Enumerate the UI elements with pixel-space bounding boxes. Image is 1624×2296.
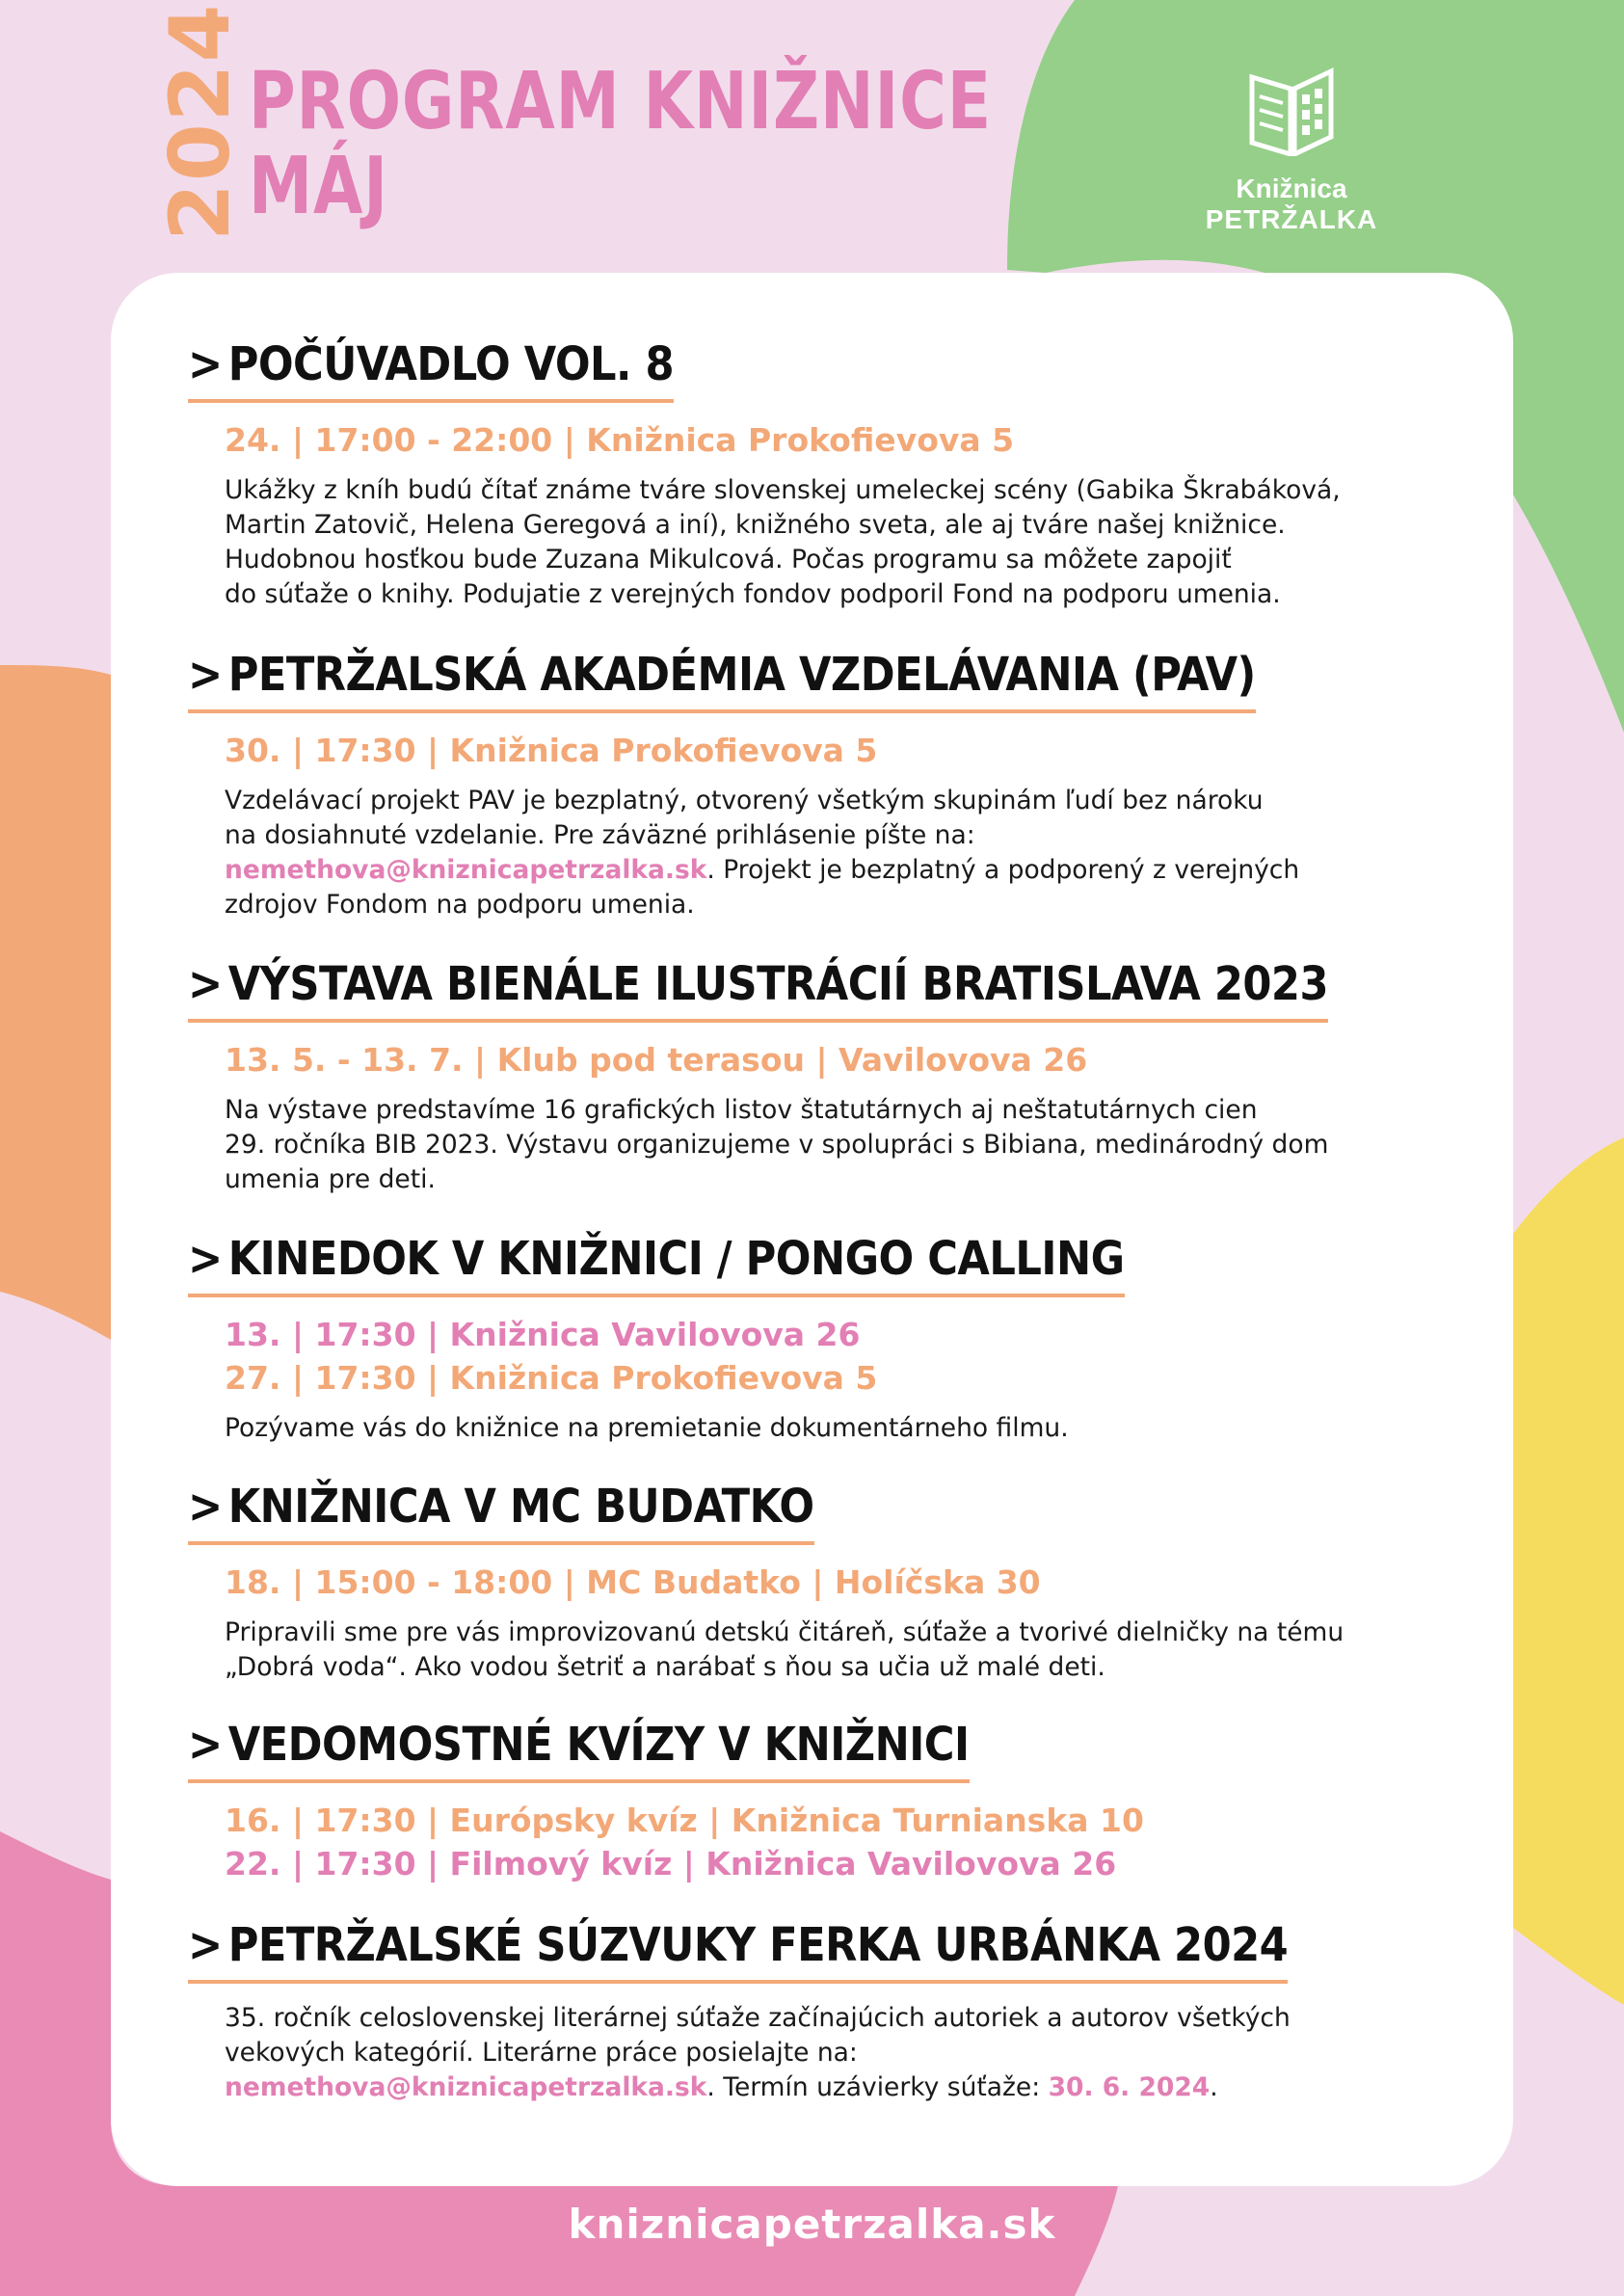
description-line: Na výstave predstavíme 16 grafických listov štatutárnych aj neštatutárnych cien — [225, 1095, 1258, 1125]
event-meta: 24. | 17:00 - 22:00 | Knižnica Prokofievova 5 — [225, 421, 1015, 459]
event-meta: 13. 5. - 13. 7. | Klub pod terasou | Vavilovova 26 — [225, 1041, 1088, 1079]
chevron-right-icon: > — [188, 1718, 223, 1772]
description-line: umenia pre deti. — [225, 1164, 436, 1194]
description-line: Ukážky z kníh budú čítať známe tváre slovenskej umeleckej scény (Gabika Škrabáková, — [225, 475, 1341, 505]
event-title-text: PETRŽALSKÉ SÚZVUKY FERKA URBÁNKA 2024 — [227, 1918, 1289, 1972]
event-meta: 13. | 17:30 | Knižnica Vavilovova 26 — [225, 1316, 861, 1353]
event-description — [225, 1093, 1460, 1197]
description-line: do súťaže o knihy. Podujatie z verejných fondov podporil Fond na podporu umenia. — [225, 579, 1281, 609]
chevron-right-icon: > — [188, 648, 223, 702]
email-link[interactable]: nemethova@kniznicapetrzalka.sk — [225, 2072, 707, 2102]
event-pav — [188, 648, 1460, 922]
description-line: Vzdelávací projekt PAV je bezplatný, otvorený všetkým skupinám ľudí bez nároku — [225, 786, 1264, 815]
description-line: Martin Zatovič, Helena Geregová a iní), knižného sveta, ale aj tváre našej knižnice. — [225, 510, 1286, 540]
event-description — [225, 473, 1460, 612]
title-line-2: MÁJ — [249, 141, 388, 232]
description-line: Pripravili sme pre vás improvizovanú detskú čitáreň, súťaže a tvorivé dielničky na tému — [225, 1617, 1344, 1647]
event-title — [188, 1918, 1288, 1984]
event-description — [225, 1411, 1460, 1446]
event-title — [188, 337, 674, 403]
page-title — [249, 56, 993, 232]
event-meta: 16. | 17:30 | Európsky kvíz | Knižnica Turnianska 10 — [225, 1802, 1144, 1839]
event-title-text: VEDOMOSTNÉ KVÍZY V KNIŽNICI — [227, 1718, 970, 1772]
description-line: 29. ročníka BIB 2023. Výstavu organizujeme v spolupráci s Bibiana, medinárodný dom — [225, 1130, 1329, 1160]
website-link[interactable]: kniznicapetrzalka.sk — [568, 2201, 1056, 2248]
event-description — [225, 2001, 1460, 2105]
description-line: Pozývame vás do knižnice na premietanie dokumentárneho filmu. — [225, 1413, 1069, 1443]
description-line: vekových kategórií. Literárne práce posielajte na: — [225, 2038, 858, 2068]
description-line: 35. ročník celoslovenskej literárnej súťaže začínajúcich autoriek a autorov všetkých — [225, 2003, 1291, 2033]
event-meta: 18. | 15:00 - 18:00 | MC Budatko | Holíčska 30 — [225, 1563, 1041, 1601]
description-text: . — [1210, 2072, 1218, 2102]
logo-line-1: Knižnica — [1236, 174, 1347, 203]
event-bib — [188, 957, 1460, 1197]
event-title — [188, 648, 1256, 713]
event-title — [188, 1232, 1125, 1297]
chevron-right-icon: > — [188, 1480, 223, 1534]
event-kvizy — [188, 1718, 1460, 1885]
description-line — [225, 853, 1460, 888]
event-title-text: KNIŽNICA V MC BUDATKO — [227, 1480, 814, 1534]
event-meta: 30. | 17:30 | Knižnica Prokofievova 5 — [225, 732, 878, 769]
event-meta: 27. | 17:30 | Knižnica Prokofievova 5 — [225, 1359, 878, 1397]
description-line — [225, 2070, 1460, 2105]
chevron-right-icon: > — [188, 1918, 223, 1972]
event-description — [225, 1615, 1460, 1685]
logo-line-2: PETRŽALKA — [1205, 204, 1378, 234]
title-line-1: PROGRAM KNIŽNICE — [249, 56, 993, 147]
event-title-text: VÝSTAVA BIENÁLE ILUSTRÁCIÍ BRATISLAVA 2023 — [227, 957, 1328, 1011]
event-title — [188, 1480, 814, 1545]
chevron-right-icon: > — [188, 337, 223, 391]
description-text: . Termín uzávierky súťaže: — [706, 2072, 1049, 2102]
event-title — [188, 1718, 970, 1783]
event-title-text: PETRŽALSKÁ AKADÉMIA VZDELÁVANIA (PAV) — [227, 648, 1256, 702]
email-link[interactable]: nemethova@kniznicapetrzalka.sk — [225, 855, 707, 885]
description-line: „Dobrá voda“. Ako vodou šetriť a narábať s ňou sa učia už malé deti. — [225, 1652, 1105, 1682]
event-title-text: POČÚVADLO VOL. 8 — [227, 337, 675, 391]
event-meta: 22. | 17:30 | Filmový kvíz | Knižnica Vavilovova 26 — [225, 1845, 1117, 1882]
deadline-date: 30. 6. 2024 — [1048, 2072, 1211, 2102]
event-pocuvadlo — [188, 337, 1460, 612]
event-suzvuky — [188, 1918, 1460, 2105]
event-budatko — [188, 1480, 1460, 1685]
open-book-icon — [1248, 67, 1335, 156]
event-title — [188, 957, 1328, 1023]
year-label: 2024 — [152, 2, 249, 241]
event-title-text: KINEDOK V KNIŽNICI / PONGO CALLING — [227, 1232, 1125, 1286]
chevron-right-icon: > — [188, 957, 223, 1011]
library-logo — [1185, 67, 1398, 235]
event-kinedok — [188, 1232, 1460, 1446]
event-description — [225, 784, 1460, 922]
description-line: zdrojov Fondom na podporu umenia. — [225, 890, 695, 920]
chevron-right-icon: > — [188, 1232, 223, 1286]
description-text: . Projekt je bezplatný a podporený z verejných — [706, 855, 1300, 885]
description-line: na dosiahnuté vzdelanie. Pre záväzné prihlásenie píšte na: — [225, 820, 975, 850]
description-line: Hudobnou hosťkou bude Zuzana Mikulcová. Počas programu sa môžete zapojiť — [225, 545, 1232, 574]
